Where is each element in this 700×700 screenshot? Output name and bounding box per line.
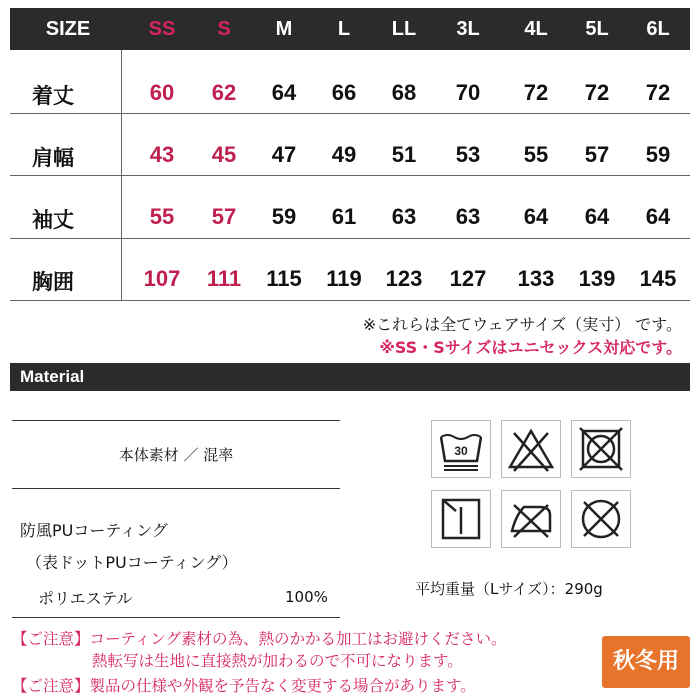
size-l: L xyxy=(337,18,351,40)
table-cell: 64 xyxy=(523,204,549,229)
table-cell: 115 xyxy=(266,266,302,291)
wash-30-icon xyxy=(431,420,491,478)
material-divider xyxy=(12,420,340,421)
table-cell: 107 xyxy=(143,266,181,291)
row-label-sleeve: 袖丈 xyxy=(32,208,74,232)
table-cell: 45 xyxy=(211,142,237,167)
table-cell: 57 xyxy=(211,204,237,229)
table-cell: 145 xyxy=(639,266,677,291)
table-cell: 72 xyxy=(645,80,671,105)
table-cell: 111 xyxy=(206,266,242,291)
table-cell: 59 xyxy=(271,204,297,229)
material-divider xyxy=(12,488,340,489)
size-ll: LL xyxy=(391,18,417,40)
row-divider xyxy=(10,300,690,301)
material-coating: 防風PUコーティング xyxy=(20,521,168,540)
table-cell: 68 xyxy=(391,80,417,105)
row-label-shoulder: 肩幅 xyxy=(32,146,74,170)
table-cell: 63 xyxy=(391,204,417,229)
row-label-chest: 胸囲 xyxy=(32,270,74,294)
size-3l: 3L xyxy=(456,18,480,40)
table-cell: 57 xyxy=(584,142,610,167)
no-tumble-dry-icon xyxy=(571,420,631,478)
size-table-header xyxy=(10,8,690,50)
table-row xyxy=(10,142,690,202)
table-cell: 60 xyxy=(149,80,175,105)
row-divider xyxy=(10,113,690,114)
table-cell: 63 xyxy=(455,204,481,229)
table-cell: 61 xyxy=(331,204,357,229)
size-m: M xyxy=(275,18,293,40)
table-cell: 62 xyxy=(211,80,237,105)
unisex-note: ※SS・Sサイズはユニセックス対応です。 xyxy=(379,338,682,357)
no-dry-clean-icon xyxy=(571,490,631,548)
material-fabric: ポリエステル xyxy=(38,589,133,608)
material-divider xyxy=(12,617,340,618)
table-cell: 72 xyxy=(523,80,549,105)
table-cell: 139 xyxy=(578,266,616,291)
table-row xyxy=(10,204,690,264)
table-row xyxy=(10,80,690,140)
table-cell: 49 xyxy=(331,142,357,167)
caution-coating-line2: 熱転写は生地に直接熱が加わるので不可になります。 xyxy=(92,652,463,670)
table-cell: 64 xyxy=(584,204,610,229)
line-dry-shade-icon xyxy=(431,490,491,548)
table-cell: 70 xyxy=(455,80,481,105)
table-cell: 55 xyxy=(149,204,175,229)
table-cell: 64 xyxy=(271,80,297,105)
table-cell: 53 xyxy=(455,142,481,167)
table-cell: 51 xyxy=(391,142,417,167)
actual-size-note: ※これらは全てウェアサイズ（実寸） です。 xyxy=(362,315,682,334)
table-cell: 127 xyxy=(449,266,487,291)
row-label-length: 着丈 xyxy=(32,84,74,108)
table-cell: 133 xyxy=(517,266,555,291)
material-column-header: 本体素材 ／ 混率 xyxy=(118,446,234,464)
wash-temp: 30 xyxy=(454,444,468,458)
table-cell: 55 xyxy=(523,142,549,167)
size-s: S xyxy=(217,18,231,40)
no-iron-icon xyxy=(501,490,561,548)
material-coating-detail: （表ドットPUコーティング） xyxy=(26,553,238,572)
table-cell: 64 xyxy=(645,204,671,229)
average-weight: 平均重量（Lサイズ）：290g xyxy=(415,580,603,598)
caution-coating-line1: 【ご注意】コーティング素材の為、熱のかかる加工はお避けください。 xyxy=(12,630,507,648)
size-4l: 4L xyxy=(524,18,548,40)
table-cell: 43 xyxy=(149,142,175,167)
row-divider xyxy=(10,175,690,176)
table-cell: 59 xyxy=(645,142,671,167)
no-bleach-icon xyxy=(501,420,561,478)
size-5l: 5L xyxy=(585,18,609,40)
size-header-label: SIZE xyxy=(45,18,91,40)
material-section-title: Material xyxy=(10,363,690,391)
season-badge: 秋冬用 xyxy=(602,636,690,688)
caution-spec-change: 【ご注意】製品の仕様や外観を予告なく変更する場合があります。 xyxy=(12,677,476,695)
table-cell: 66 xyxy=(331,80,357,105)
size-6l: 6L xyxy=(646,18,670,40)
table-cell: 72 xyxy=(584,80,610,105)
size-ss: SS xyxy=(148,18,176,40)
row-divider xyxy=(10,238,690,239)
table-cell: 47 xyxy=(271,142,297,167)
table-cell: 119 xyxy=(326,266,362,291)
material-percent: 100% xyxy=(285,588,328,606)
table-cell: 123 xyxy=(385,266,423,291)
